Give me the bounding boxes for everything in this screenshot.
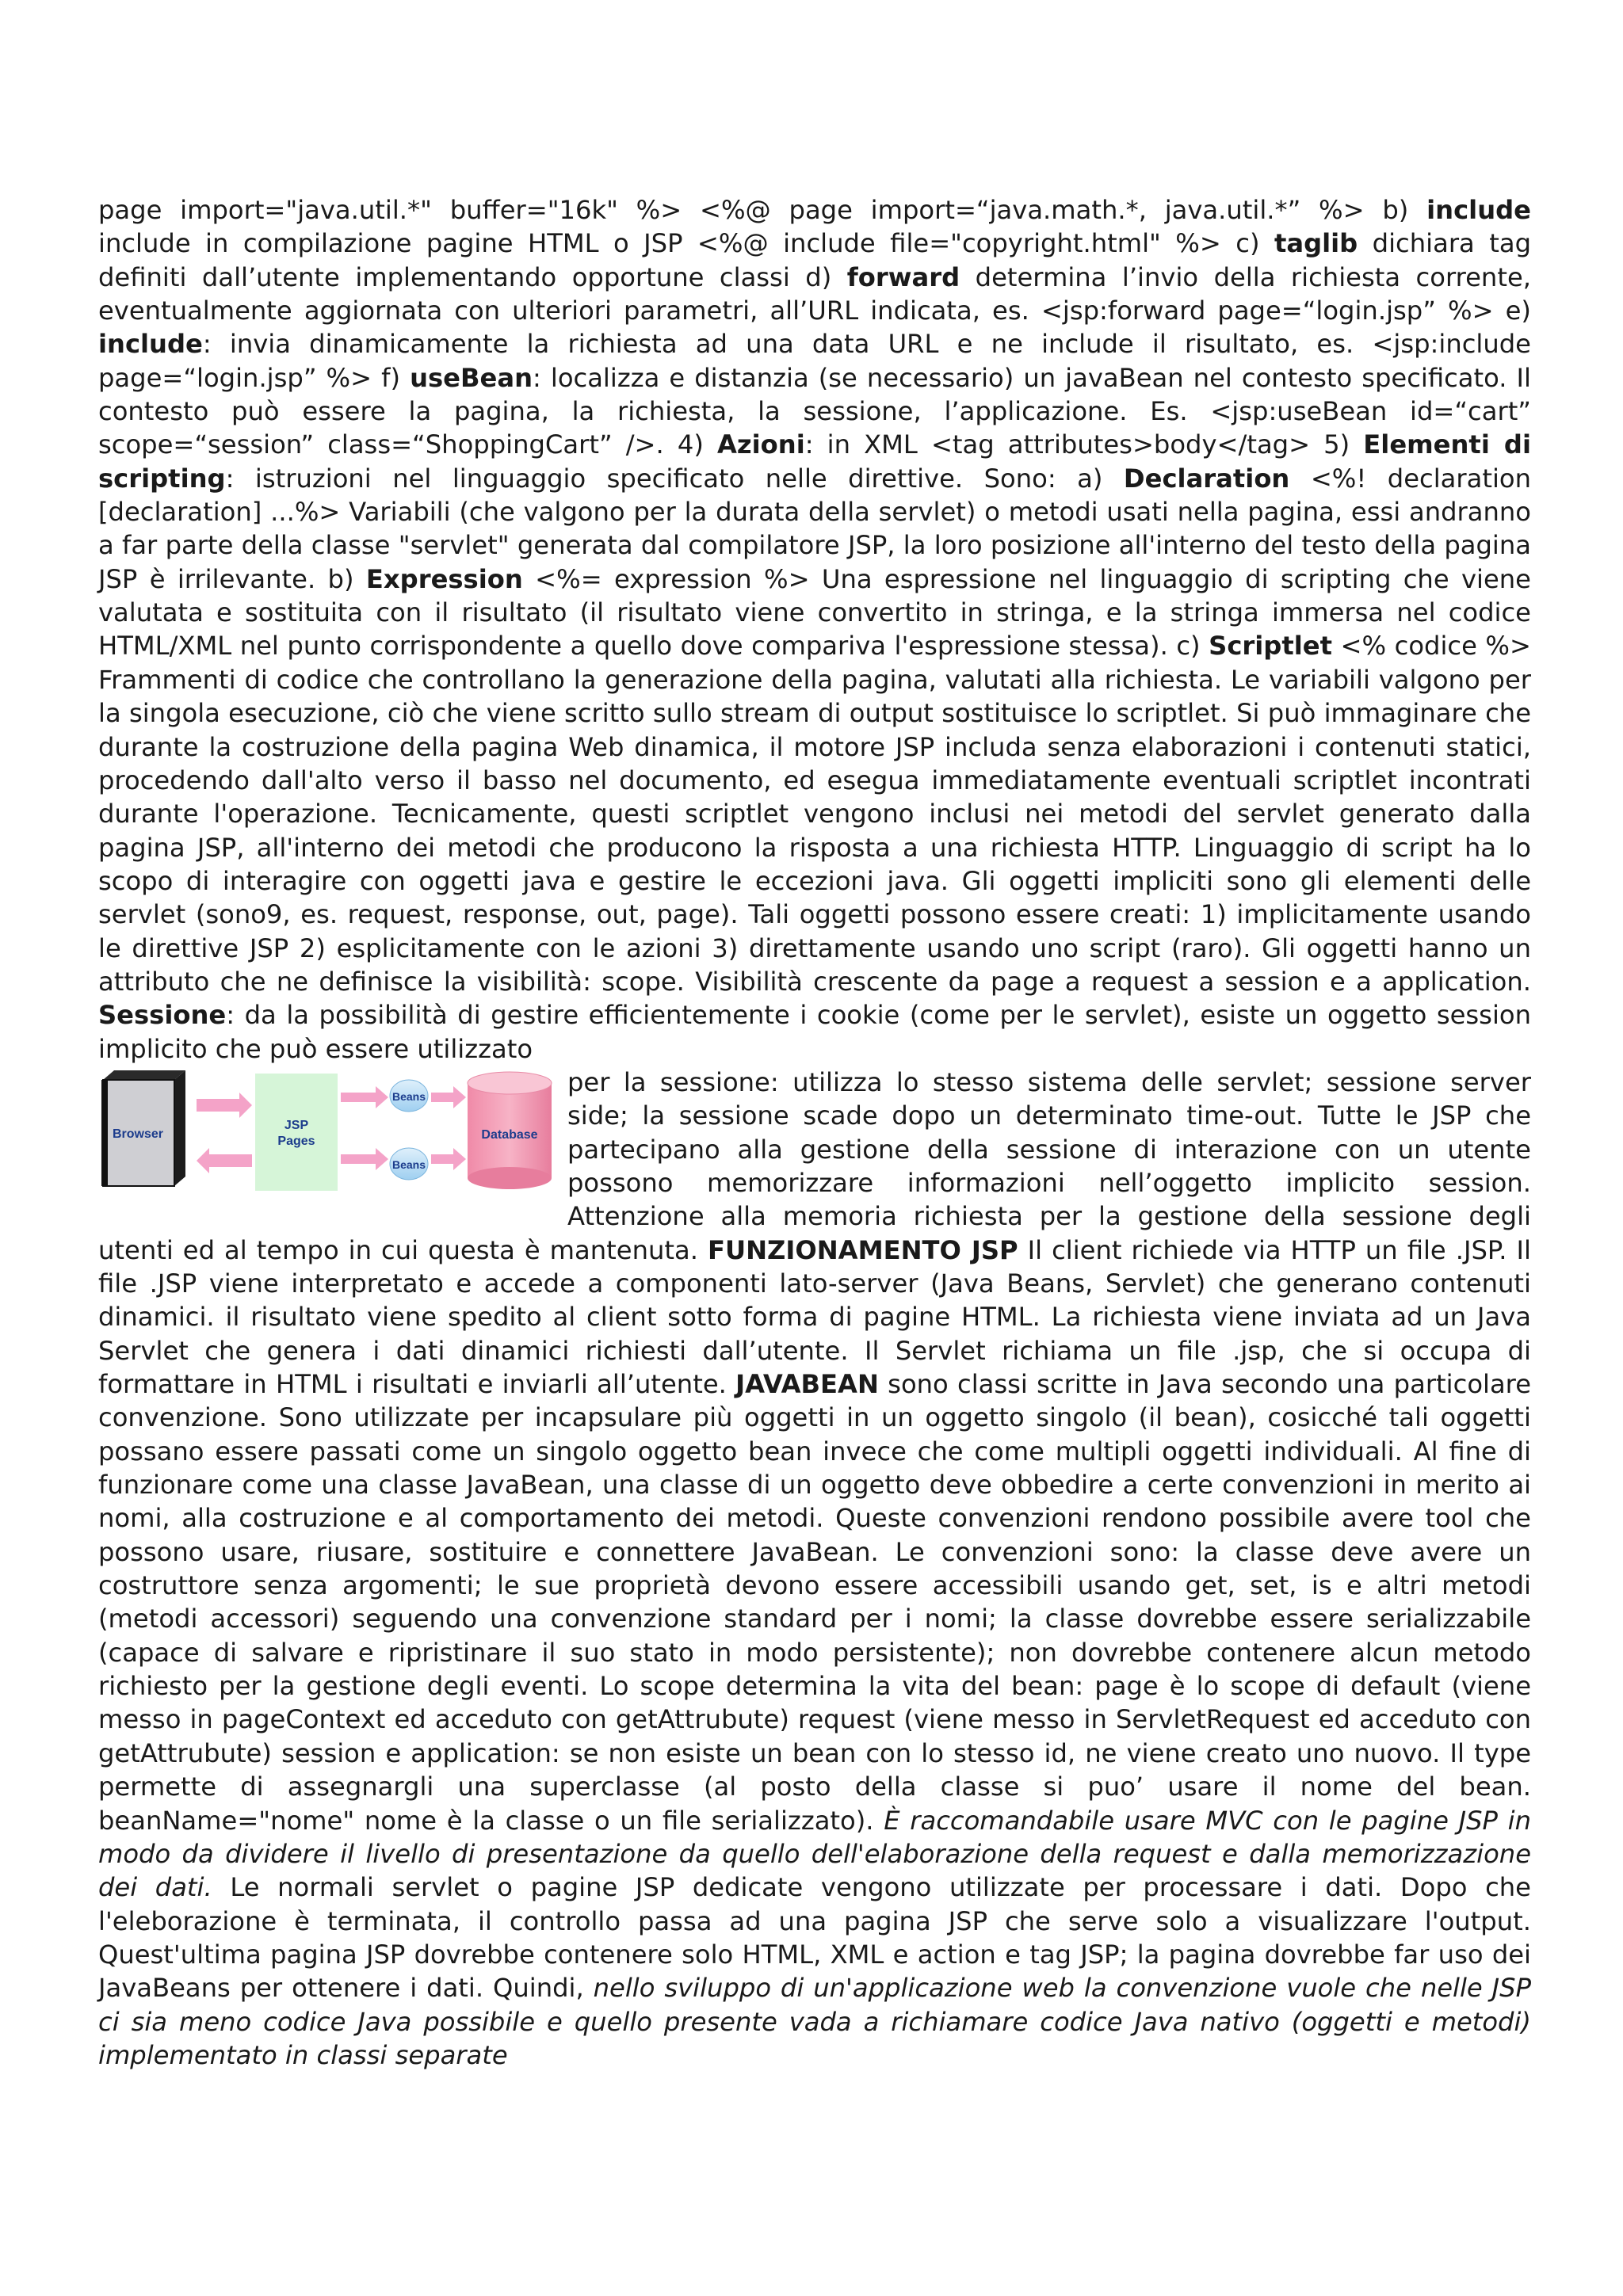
keyword-sessione: Sessione <box>98 1000 227 1031</box>
keyword-elementi-scripting: Elementi di scripting <box>98 429 1531 494</box>
keyword-funzionamento-jsp: FUNZIONAMENTO JSP <box>707 1234 1018 1265</box>
text-span: per la sessione: utilizza lo stesso sistema delle servlet; sessione server side; la sessione scade dopo un determinato time-out. Tutte le JSP che partecipano alla gestione della sessione di interazione con un utente possono memorizzare informazioni nell’oggetto implicito session. Attenzione alla memoria richiesta per la gestione della sessione degli utenti ed al tempo in cui questa è mantenuta. <box>98 1066 1531 1265</box>
body-text-top <box>98 193 1531 1066</box>
browser-box <box>101 1070 185 1186</box>
jsp-label-line2: Pages <box>277 1134 315 1148</box>
text-span: include in compilazione pagine HTML o JSP <%@ include file="copyright.html" %> c) <box>98 228 1274 259</box>
beans-bottom-label: Beans <box>391 1158 426 1171</box>
keyword-azioni: Azioni <box>716 429 805 460</box>
text-span: : localizza e distanzia (se necessario) un javaBean nel contesto specificato. Il contesto può essere la pagina, la richiesta, la sessione, l’applicazione. Es. <jsp:useBean id=“cart” scope=“session” class=“ShoppingCart” />. 4) <box>98 362 1531 460</box>
text-span: : istruzioni nel linguaggio specificato nelle direttive. Sono: a) <box>225 463 1124 494</box>
keyword-declaration: Declaration <box>1123 463 1290 494</box>
jsp-pages-box <box>255 1074 338 1191</box>
arrows-browser-jsp <box>197 1093 252 1173</box>
text-span: : invia dinamicamente la richiesta ad una data URL e ne include il risultato, es. <jsp:include page=“login.jsp” %> f) <box>98 329 1531 393</box>
database-label: Database <box>481 1127 538 1142</box>
document-page <box>98 193 1531 2072</box>
keyword-include-action: include <box>98 329 203 360</box>
keyword-forward: forward <box>846 261 960 292</box>
diagram-svg <box>98 1066 561 1232</box>
text-span: determina l’invio della richiesta corrente, eventualmente aggiornata con ulteriori parametri, all’URL indicata, es. <jsp:forward page=“login.jsp” %> e) <box>98 261 1531 326</box>
browser-label: Browser <box>112 1127 164 1141</box>
italic-mvc-note: È raccomandabile usare MVC con le pagine JSP in modo da dividere il livello di presentazione da quello dell'elaborazione della request e dalla memorizzazione dei dati. <box>98 1805 1531 1903</box>
text-span: : da la possibilità di gestire efficientemente i cookie (come per le servlet), esiste un oggetto session implicito che può essere utilizzato <box>98 1000 1531 1064</box>
text-span: Il client richiede via HTTP un file .JSP. Il file .JSP viene interpretato e accede a componenti lato-server (Java Beans, Servlet) che generano contenuti dinamici. il risultato viene spedito al client sotto forma di pagine HTML. La richiesta viene inviata ad un Java Servlet che genera i dati dinamici richiesti dall’utente. Il Servlet richiama un file .jsp, che si occupa di formattare in HTML i risultati e inviarli all’utente. <box>98 1234 1531 1400</box>
jsp-label-line1: JSP <box>284 1118 309 1132</box>
jsp-architecture-diagram <box>98 1066 561 1232</box>
arrows-jsp-beans <box>341 1086 388 1170</box>
text-span: <%! declaration [declaration] ...%> Variabili (che valgono per la durata della servlet) o metodi usati nella pagina, essi andranno a far parte della classe "servlet" generata dal compilatore JSP, la loro posizione all'interno del testo della pagina JSP è irrilevante. b) <box>98 463 1531 594</box>
text-span: Le normali servlet o pagine JSP dedicate vengono utilizzate per processare i dati. Dopo che l'eleborazione è terminata, il controllo passa ad una pagina JSP che serve solo a visualizzare l'output. Quest'ultima pagina JSP dovrebbe contenere solo HTML, XML e action e tag JSP; la pagina dovrebbe far uso dei JavaBeans per ottenere i dati. Quindi, <box>98 1872 1531 2004</box>
text-span: <%= expression %> Una espressione nel linguaggio di scripting che viene valutata e sostituita con il risultato (il risultato viene convertito in stringa, e la stringa immersa nel codice HTML/XML nel punto corrispondente a quello dove compariva l'espressione stessa). c) <box>98 563 1531 662</box>
keyword-taglib: taglib <box>1274 228 1358 259</box>
database-cylinder <box>468 1072 552 1189</box>
keyword-include: include <box>1426 195 1531 225</box>
keyword-javabean: JAVABEAN <box>735 1369 879 1400</box>
keyword-scriptlet: Scriptlet <box>1209 631 1332 662</box>
text-span: sono classi scritte in Java secondo una particolare convenzione. Sono utilizzate per incapsulare più oggetti in un oggetto singolo (il bean), cosicché tali oggetti possano essere passati come un singolo oggetto bean invece che come multipli oggetti individuali. Al fine di funzionare come una classe JavaBean, una classe di un oggetto deve obbedire a certe convenzioni in merito ai nomi, alla costruzione e al comportamento dei metodi. Queste convenzioni rendono possibile avere tool che possono usare, riusare, sostituire e connettere JavaBean. Le convenzioni sono: la classe deve avere un costruttore senza argomenti; le sue proprietà devono essere accessibili usando get, set, is e altri metodi (metodi accessori) seguendo una convenzione standard per i nomi; la classe dovrebbe essere serializzabile (capace di salvare e ripristinare il suo stato in modo persistente); non dovrebbe contenere alcun metodo richiesto per la gestione degli eventi. Lo scope determina la vita del bean: page è lo scope di default (viene messo in pageContext ed acceduto con getAttrubute) request (viene messo in ServletRequest ed acceduto con getAttrubute) session e application: se non esiste un bean con lo stesso id, ne viene creato uno nuovo. Il type permette di assegnargli una superclasse (al posto della classe si puo’ usare il nome del bean. beanName="nome" nome è la classe o un file serializzato). <box>98 1369 1532 1836</box>
text-span: : in XML <tag attributes>body</tag> 5) <box>804 429 1364 460</box>
beans-top-label: Beans <box>391 1089 426 1103</box>
italic-convention-note: nello sviluppo di un'applicazione web la convenzione vuole che nelle JSP ci sia meno codice Java possibile e quello presente vada a richiamare codice Java nativo (oggetti e metodi) implementato in classi separate <box>98 1973 1531 2070</box>
text-span: <% codice %> Frammenti di codice che controllano la generazione della pagina, valutati alla richiesta. Le variabili valgono per la singola esecuzione, ciò che viene scritto sullo stream di output sostituisce lo scriptlet. Si può immaginare che durante la costruzione della pagina Web dinamica, il motore JSP includa senza elaborazioni i contenuti statici, procedendo dall'alto verso il basso nel documento, ed esegua immediatamente eventuali scriptlet incontrati durante l'operazione. Tecnicamente, questi scriptlet vengono inclusi nei metodi del servlet generato dalla pagina JSP, all'interno dei metodi che producono la risposta a una richiesta HTTP. Linguaggio di script ha lo scopo di interagire con oggetti java e gestire le eccezioni java. Gli oggetti impliciti sono gli elementi delle servlet (sono9, es. request, response, out, page). Tali oggetti possono essere creati: 1) implicitamente usando le direttive JSP 2) esplicitamente con le azioni 3) direttamente usando uno script (raro). Gli oggetti hanno un attributo che ne definisce la visibilità: scope. Visibilità crescente da page a request a session e a application. <box>98 631 1531 997</box>
keyword-usebean: useBean <box>410 362 533 393</box>
text-span: page import="java.util.*" buffer="16k" %> <%@ page import=“java.math.*, java.util.*” %> b) <box>98 195 1427 225</box>
beans-bottom <box>390 1148 428 1180</box>
keyword-expression: Expression <box>365 563 523 594</box>
beans-top <box>390 1080 428 1112</box>
arrows-beans-database <box>431 1086 466 1170</box>
text-span: dichiara tag definiti dall’utente implementando opportune classi d) <box>98 228 1531 292</box>
